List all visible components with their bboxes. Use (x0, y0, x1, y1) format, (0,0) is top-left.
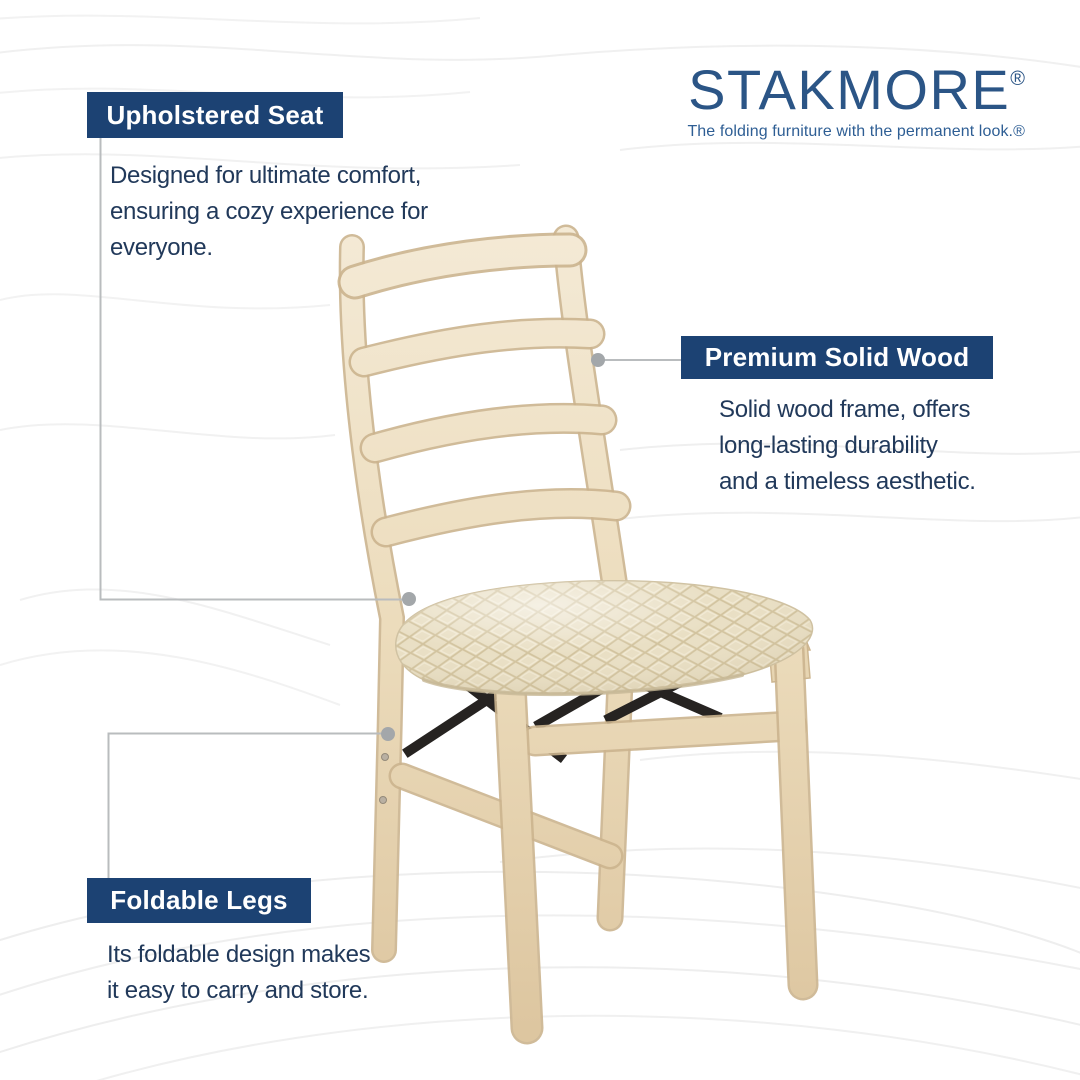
callout-title: Foldable Legs (110, 885, 288, 915)
callout-description-foldable-legs (107, 937, 370, 1009)
screw-detail (382, 754, 389, 761)
connector-dot-foldable-legs (381, 727, 395, 741)
description-line: it easy to carry and store. (107, 977, 369, 1004)
callout-title: Upholstered Seat (106, 99, 324, 130)
connector-dot-upholstered-seat (402, 592, 416, 606)
screw-detail (380, 797, 387, 804)
description-line: and a timeless aesthetic. (719, 468, 976, 495)
callout-title: Premium Solid Wood (704, 342, 970, 372)
connector-foldable-legs (109, 734, 388, 879)
description-line: everyone. (110, 234, 213, 261)
brand-tagline: The folding furniture with the permanent look.® (687, 123, 1025, 140)
callout-banner-premium-solid-wood (681, 336, 993, 379)
callout-description-premium-solid-wood (719, 392, 976, 500)
brand-logo-text: STAKMORE (688, 58, 1011, 121)
brand-logo (687, 50, 1025, 119)
connector-dot-premium-solid-wood (591, 353, 605, 367)
description-line: Solid wood frame, offers (719, 396, 971, 423)
description-line: Designed for ultimate comfort, (110, 162, 422, 189)
description-line: Its foldable design makes (107, 941, 371, 968)
description-line: long-lasting durability (719, 432, 938, 459)
callout-description-upholstered-seat (110, 158, 428, 266)
description-line: ensuring a cozy experience for (110, 198, 428, 225)
upholstered-seat-cushion (396, 581, 813, 694)
callout-banner-upholstered-seat (87, 92, 343, 138)
brand-logo-block (687, 50, 1025, 141)
registered-trademark-icon: ® (1010, 68, 1025, 90)
callout-banner-foldable-legs (87, 878, 311, 923)
